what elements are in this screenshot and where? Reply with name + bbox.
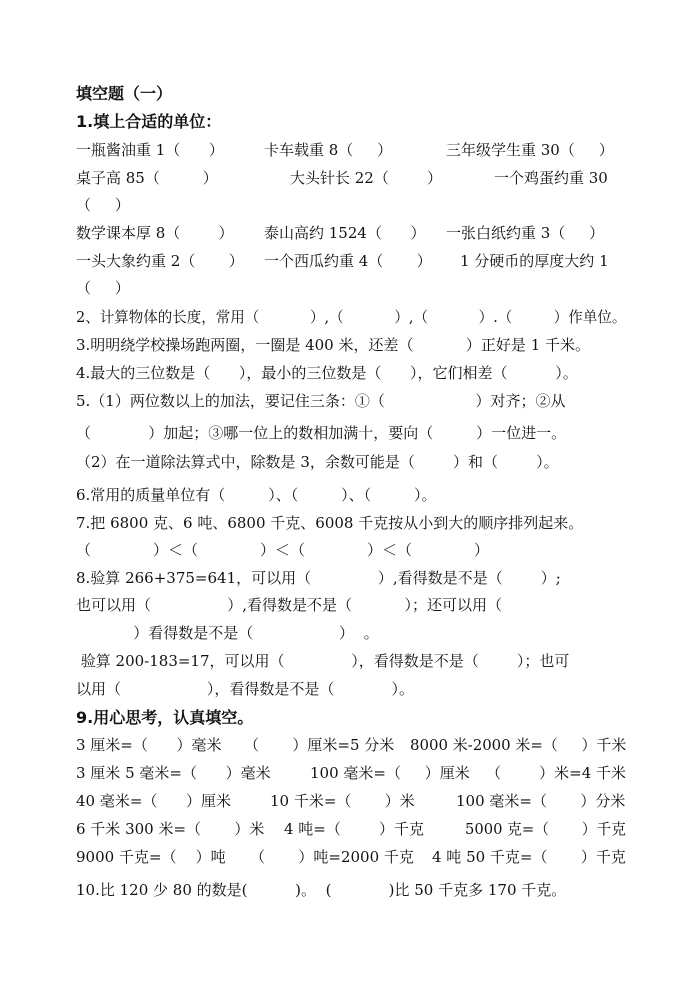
q5-line-2: （ ）加起；③哪一位上的数相加满十，要向（ ）一位进一。 [76,424,567,442]
q4-text: 4.最大的三位数是（ ），最小的三位数是（ ），它们相差（ ）。 [76,364,578,382]
q9-r4-c2: 4 吨=（ ）千克 [284,820,425,838]
q1-item-student: 三年级学生重 30（ ） [446,141,614,159]
q3-text: 3.明明绕学校操场跑两圈，一圈是 400 米，还差（ ）正好是 1 千米。 [76,336,591,354]
section-title: 填空题（一） [76,84,173,103]
q5-line-1: 5.（1）两位数以上的加法，要记住三条：①（ ）对齐；②从 [76,392,566,410]
q1-item-desk: 桌子高 85（ ） [76,169,218,187]
q8-line-3: ）看得数是不是（ ） 。 [76,624,379,642]
q1-item-egg: 一个鸡蛋约重 30 [494,169,608,187]
q9-r4-c1: 6 千米 300 米=（ ）米 [76,820,265,838]
q8-line-2: 也可以用（ ）,看得数是不是（ ）；还可以用（ [76,596,503,614]
q9-r5-c3: 4 吨 50 千克=（ ）千克 [432,848,626,866]
q8-line-5: 以用（ ），看得数是不是（ ）。 [76,680,415,698]
q9-r5-c1: 9000 千克=（ ）吨 [76,848,226,866]
q9-r2-c1: 3 厘米 5 毫米=（ ）毫米 [76,764,271,782]
q1-item-coin: 1 分硬币的厚度大约 1 [460,252,609,270]
q1-item-truck: 卡车载重 8（ ） [264,141,393,159]
q1-item-watermelon: 一个西瓜约重 4（ ） [264,252,432,270]
q9-r1-c1: 3 厘米=（ ）毫米 [76,736,222,754]
q8-line-4: 验算 200-183=17，可以用（ ），看得数是不是（ ）；也可 [76,652,570,670]
q1-heading: 1.填上合适的单位： [76,112,222,131]
q2-text: 2、计算物体的长度，常用（ ）,（ ）,（ ）.（ ）作单位。 [76,308,627,326]
q1-item-taishan: 泰山高约 1524（ ） [264,224,426,242]
q5-line-3: （2）在一道除法算式中，除数是 3，余数可能是（ ）和（ ）。 [76,453,559,471]
q10-text: 10.比 120 少 80 的数是( )。 ( )比 50 千克多 170 千克。 [76,881,567,899]
q9-r1-c3: 8000 米-2000 米=（ ）千米 [410,736,627,754]
q1-item-paper: 一张白纸约重 3（ ） [446,224,605,242]
q7-line-2: （ ）＜（ ）＜（ ）＜（ ） [76,541,489,559]
q9-r3-c2: 10 千米=（ ）米 [270,792,415,810]
q1-item-soy-sauce: 一瓶酱油重 1（ ） [76,141,224,159]
q9-r2-c3: （ ）米=4 千米 [486,764,627,782]
q1-item-elephant: 一头大象约重 2（ ） [76,252,244,270]
q9-r3-c3: 100 毫米=（ ）分米 [456,792,626,810]
q1-item-pin: 大头针长 22（ ） [290,169,443,187]
q1-item-egg-blank: （ ） [76,196,130,214]
q1-item-coin-blank: （ ） [76,279,130,297]
q9-r4-c3: 5000 克=（ ）千克 [465,820,626,838]
q9-r3-c1: 40 毫米=（ ）厘米 [76,792,232,810]
q6-text: 6.常用的质量单位有（ ）、（ ）、（ ）。 [76,486,437,504]
q7-line-1: 7.把 6800 克、6 吨、6800 千克、6008 千克按从小到大的顺序排列起来。 [76,514,584,532]
q9-heading: 9.用心思考，认真填空。 [76,708,254,727]
q9-r2-c2: 100 毫米=（ ）厘米 [310,764,470,782]
q8-line-1: 8.验算 266+375=641，可以用（ ）,看得数是不是（ ）; [76,569,561,587]
q1-item-textbook: 数学课本厚 8（ ） [76,224,234,242]
q9-r1-c2: （ ）厘米=5 分米 [244,736,395,754]
q9-r5-c2: （ ）吨=2000 千克 [250,848,414,866]
